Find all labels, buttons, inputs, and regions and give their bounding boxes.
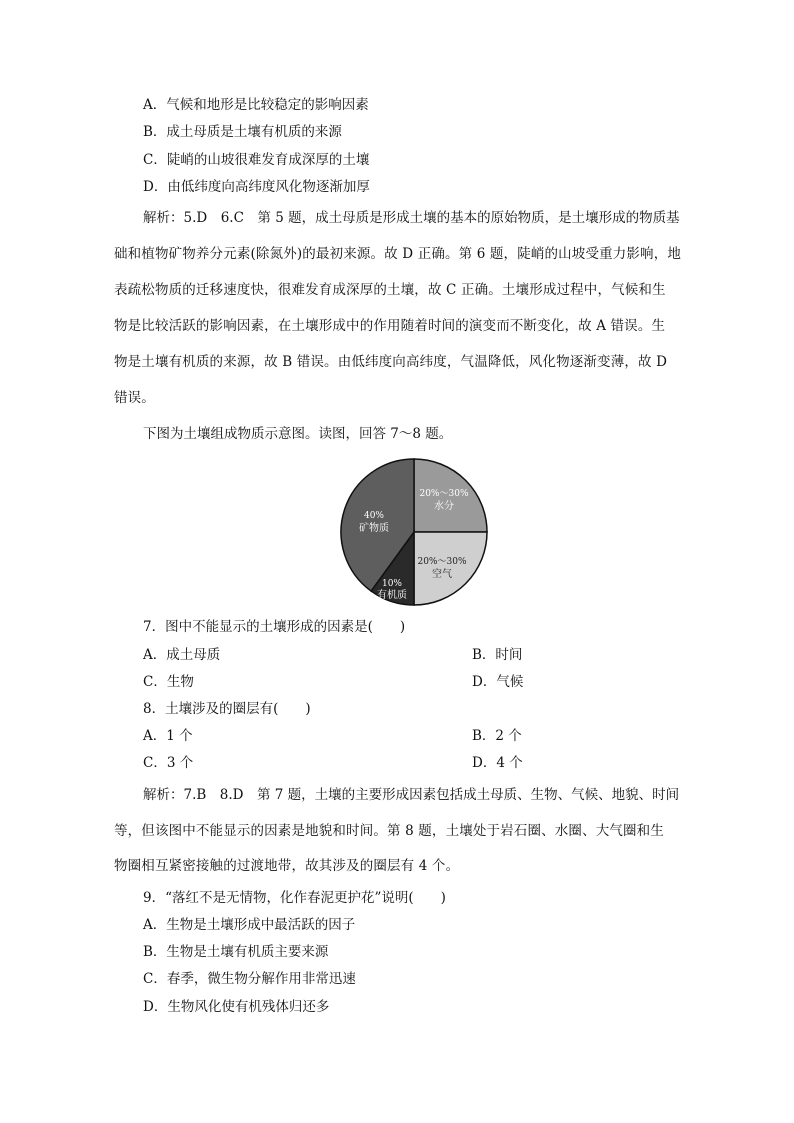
- slice-percent-label: 20%～30%: [419, 489, 469, 499]
- q5-option-d: D．由低纬度向高纬度风化物逐渐加厚: [143, 179, 370, 195]
- q7-option-d: D．气候: [472, 674, 524, 690]
- slice-name-label: 有机质: [377, 590, 407, 601]
- q8-option-c: C．3 个: [143, 755, 194, 771]
- soil-composition-pie-chart: [338, 456, 490, 608]
- analysis-78-line: 解析：7.B 8.D 第 7 题，土壤的主要形成因素包括成土母质、生物、气候、地貌、时间: [143, 787, 680, 803]
- analysis-78-line: 等，但该图中不能显示的因素是地貌和时间。第 8 题，土壤处于岩石圈、水圈、大气圈和生: [114, 823, 664, 839]
- q7-stem: 7．图中不能显示的土壤形成的因素是( ): [143, 619, 406, 635]
- q9-option-c: C．春季，微生物分解作用非常迅速: [143, 971, 356, 987]
- q8-stem: 8．土壤涉及的圈层有( ): [143, 701, 311, 717]
- slice-name-label: 矿物质: [359, 523, 389, 534]
- q9-option-d: D．生物风化使有机残体归还多: [143, 999, 330, 1015]
- q7-option-b: B．时间: [472, 647, 523, 663]
- slice-percent-label: 10%: [381, 579, 403, 589]
- q9-option-b: B．生物是土壤有机质主要来源: [143, 944, 329, 960]
- q9-stem: 9．“落红不是无情物，化作春泥更护花”说明( ): [143, 890, 446, 906]
- slice-percent-label: 40%: [363, 511, 385, 521]
- slice-name-label: 空气: [432, 569, 452, 580]
- q5-option-a: A．气候和地形是比较稳定的影响因素: [143, 97, 369, 113]
- q5-option-c: C．陡峭的山坡很难发育成深厚的土壤: [143, 152, 370, 168]
- q7-option-c: C．生物: [143, 674, 194, 690]
- q8-option-b: B．2 个: [472, 728, 522, 744]
- slice-name-label: 水分: [434, 501, 454, 512]
- analysis-56-line: 物是土壤有机质的来源，故 B 错误。由低纬度向高纬度，气温降低，风化物逐渐变薄，故 D: [114, 354, 668, 370]
- q8-option-a: A．1 个: [143, 728, 193, 744]
- analysis-56-line: 础和植物矿物养分元素(除氮外)的最初来源。故 D 正确。第 6 题，陡峭的山坡受重力影响，地: [114, 246, 682, 262]
- analysis-78-line: 物圈相互紧密接触的过渡地带，故其涉及的圈层有 4 个。: [114, 858, 460, 874]
- analysis-56-line: 错误。: [114, 390, 155, 406]
- q7-option-a: A．成土母质: [143, 647, 221, 663]
- slice-percent-label: 20%～30%: [417, 557, 467, 567]
- q8-option-d: D．4 个: [472, 755, 523, 771]
- figure-intro: 下图为土壤组成物质示意图。读图，回答 7～8 题。: [143, 426, 453, 442]
- q9-option-a: A．生物是土壤形成中最活跃的因子: [143, 917, 356, 933]
- q5-option-b: B．成土母质是土壤有机质的来源: [143, 124, 342, 140]
- analysis-56-line: 解析：5.D 6.C 第 5 题，成土母质是形成土壤的基本的原始物质，是土壤形成的物质基: [143, 210, 680, 226]
- analysis-56-line: 物是比较活跃的影响因素，在土壤形成中的作用随着时间的演变而不断变化，故 A 错误。生: [114, 318, 666, 334]
- analysis-56-line: 表疏松物质的迁移速度快，很难发育成深厚的土壤，故 C 正确。土壤形成过程中，气候和生: [114, 282, 666, 298]
